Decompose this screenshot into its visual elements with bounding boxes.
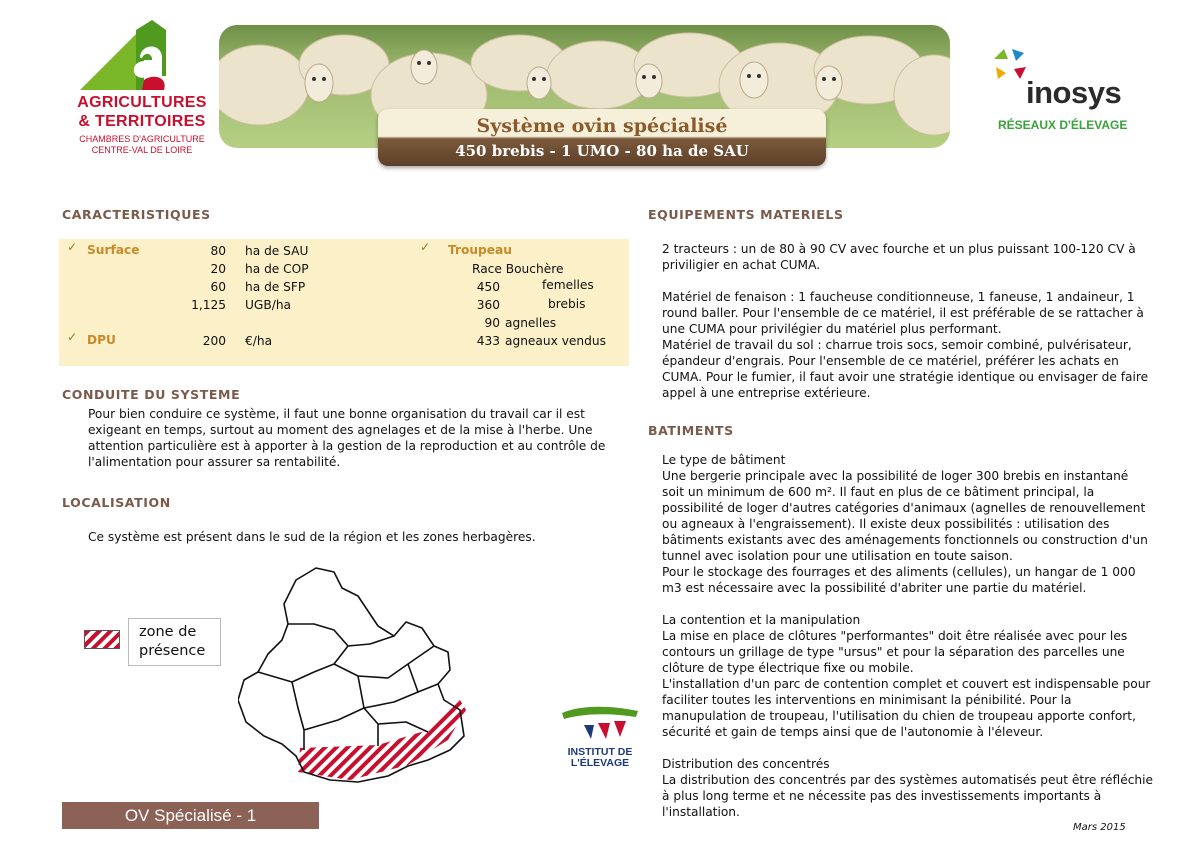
text-line: clôture de type électrique fixe ou mobile. [662, 661, 914, 675]
chambres-agriculture-logo [72, 20, 212, 160]
institut-line1: INSTITUT DE [567, 746, 633, 758]
legend-line: zone de [139, 624, 197, 640]
equipements-text [662, 241, 1162, 401]
section-title-batiments: BATIMENTS [648, 423, 734, 438]
checkmark-icon: ✓ [67, 240, 78, 254]
text-line: faciliter toutes les interventions en minimisant la pénibilité. Pour la [662, 693, 1072, 707]
text-line: La contention et la manipulation [662, 613, 861, 627]
surface-unit: ha de SFP [245, 280, 306, 294]
troupeau-unit: agnelles [505, 316, 557, 330]
text-line: Pour bien conduire ce système, il faut une bonne organisation du travail car il est [88, 407, 585, 421]
text-line: bâtiments existants avec des aménagements fonctionnels ou construction d'un [662, 533, 1148, 547]
troupeau-label: Troupeau [448, 243, 512, 257]
dpu-label: DPU [87, 333, 116, 347]
text-line: à plus long terme et ne nécessite pas des investissements importants à [662, 789, 1102, 803]
text-line: soit un minimum de 600 m². Il faut en plus de ce bâtiment principal, la [662, 485, 1095, 499]
surface-unit: ha de SAU [245, 244, 309, 258]
dpu-value: 200 [202, 334, 226, 348]
section-title-caracteristiques: CARACTERISTIQUES [62, 207, 211, 222]
troupeau-unit: agneaux vendus [505, 334, 606, 348]
text-line: priviligier en achat CUMA. [662, 258, 821, 272]
dpu-unit: €/ha [245, 334, 273, 348]
page-title: Système ovin spécialisé [476, 115, 728, 137]
text-line: tunnel avec isolation pour une utilisation en toute saison. [662, 549, 1013, 563]
map-legend [128, 618, 221, 666]
text-line: m3 est nécessaire avec la possibilité d'abriter une partie du matériel. [662, 581, 1087, 595]
footer-label: OV Spécialisé - 1 [62, 802, 319, 829]
institut-elevage-logo [560, 705, 640, 771]
text-line: ou agneaux à l'engraissement). Il existe deux possibilités : utilisation des [662, 517, 1110, 531]
blank-line [662, 596, 1162, 612]
section-title-equipements: EQUIPEMENTS MATERIELS [648, 207, 844, 222]
caracteristiques-box [59, 239, 629, 366]
publication-date: Mars 2015 [1073, 822, 1126, 833]
centre-val-de-loire-map [238, 560, 468, 790]
agricultures-territoires-emblem-icon [72, 20, 212, 94]
text-line: La distribution des concentrés par des systèmes automatisés peut être réfléchie [662, 773, 1154, 787]
surface-value: 60 [210, 280, 226, 294]
text-line: L'installation d'un parc de contention complet et couvert est indispensable pour [662, 677, 1151, 691]
text-line: manupulation de troupeau, l'utilisation du chien de troupeau apporte confort, [662, 709, 1136, 723]
troupeau-value: 360 [476, 298, 500, 312]
text-line: appel à une entreprise extérieure. [662, 386, 871, 400]
blank-line [662, 273, 1162, 289]
troupeau-race: Race Bouchère [472, 262, 564, 276]
text-line: possibilité de loger d'autres catégories d'animaux (agnelles de renouvellement [662, 501, 1146, 515]
inosys-logo [990, 45, 1140, 135]
institut-line2: L'ÉLEVAGE [570, 757, 630, 769]
region-map [238, 560, 468, 793]
troupeau-value: 433 [476, 334, 500, 348]
text-line: attention particulière est à apporter à la gestion de la reproduction et au contrôle de [88, 439, 606, 453]
text-line: l'installation. [662, 805, 740, 819]
page-subtitle: 450 brebis - 1 UMO - 80 ha de SAU [455, 142, 749, 160]
localisation-text: Ce système est présent dans le sud de la région et les zones herbagères. [88, 530, 536, 544]
legend-line: présence [139, 643, 206, 659]
surface-value: 1,125 [191, 298, 226, 312]
text-line: Une bergerie principale avec la possibilité de loger 300 brebis en instantané [662, 469, 1129, 483]
troupeau-value: 90 [484, 316, 500, 330]
text-line: CUMA. Pour le fumier, il faut avoir une stratégie identique ou envisager de faire [662, 370, 1149, 384]
logo-line-agricultures: AGRICULTURES [77, 94, 207, 111]
legend-hatch-swatch [84, 630, 120, 649]
logo-line-territoires: & TERRITOIRES [78, 113, 206, 130]
text-line: Distribution des concentrés [662, 757, 830, 771]
section-title-conduite: CONDUITE DU SYSTEME [62, 387, 241, 402]
text-line: Matériel de fenaison : 1 faucheuse conditionneuse, 1 faneuse, 1 andaineur, 1 [662, 290, 1135, 304]
text-line: La mise en place de clôtures "performantes" doit être réalisée avec pour les [662, 629, 1128, 643]
checkmark-icon: ✓ [420, 240, 431, 254]
text-line: Le type de bâtiment [662, 453, 786, 467]
text-line: exigeant en temps, surtout au moment des agnelages et de la mise à l'herbe. Une [88, 423, 593, 437]
troupeau-unit: femelles [542, 278, 594, 292]
inosys-subtitle: RÉSEAUX D'ÉLEVAGE [998, 118, 1128, 132]
checkmark-icon: ✓ [67, 330, 78, 344]
text-line: round baller. Pour l'ensemble de ce matériel, il est préférable de se rattacher à [662, 306, 1144, 320]
batiments-text [662, 452, 1162, 820]
conduite-text [88, 406, 608, 470]
surface-unit: ha de COP [245, 262, 309, 276]
text-line: Pour le stockage des fourrages et des aliments (cellules), un hangar de 1 000 [662, 565, 1136, 579]
logo-line-chambres: CHAMBRES D'AGRICULTURE [79, 134, 205, 144]
text-line: sécurité et gain de temps ainsi que de l'autonomie à l'éleveur. [662, 725, 1044, 739]
troupeau-unit: brebis [548, 297, 586, 311]
surface-value: 80 [210, 244, 226, 258]
surface-unit: UGB/ha [245, 298, 292, 312]
text-line: l'alimentation pour assurer sa rentabilité. [88, 455, 341, 469]
surface-value: 20 [210, 262, 226, 276]
text-line: Matériel de travail du sol : charrue trois socs, semoir combiné, pulvérisateur, [662, 338, 1132, 352]
institut-elevage-emblem-icon [560, 705, 640, 745]
inosys-brand: inosys [1026, 75, 1122, 110]
text-line: une CUMA pour privilégier du matériel plus performant. [662, 322, 1002, 336]
section-title-localisation: LOCALISATION [62, 495, 171, 510]
surface-label: Surface [87, 243, 140, 257]
inosys-arrows-icon [990, 45, 1030, 85]
troupeau-value: 450 [476, 280, 500, 294]
text-line: épandeur d'engrais. Pour l'ensemble de ce matériel, préférer les achats en [662, 354, 1119, 368]
text-line: contours un grillage de type "ursus" et pour la séparation des parcelles une [662, 645, 1125, 659]
system-title-box [378, 109, 826, 166]
logo-line-region: CENTRE-VAL DE LOIRE [91, 145, 193, 155]
text-line: 2 tracteurs : un de 80 à 90 CV avec fourche et un plus puissant 100-120 CV à [662, 242, 1136, 256]
blank-line [662, 740, 1162, 756]
